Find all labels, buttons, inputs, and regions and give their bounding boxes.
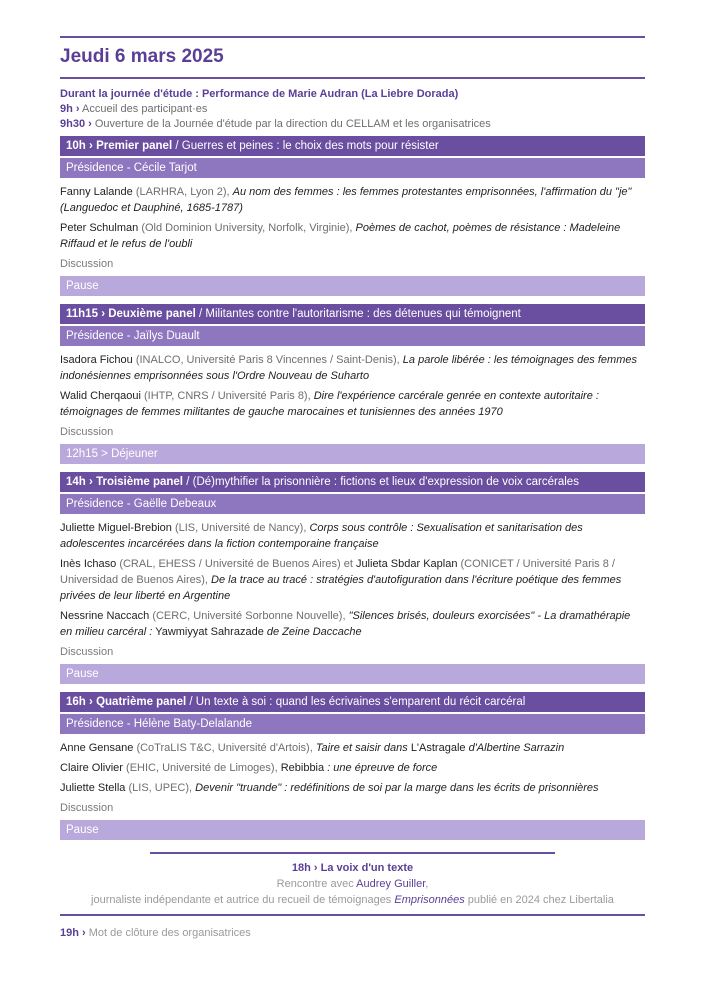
- intro-text: Accueil des participant·es: [82, 103, 208, 115]
- panel-1-header: 10h › Premier panel / Guerres et peines : le choix des mots pour résister: [60, 136, 645, 156]
- talk: Isadora Fichou (INALCO, Université Paris 8 Vincennes / Saint-Denis), La parole libérée : les témoignages des femmes indonésiennes emprisonnées sous l'Ordre Nouveau de Suharto: [60, 354, 637, 382]
- intro-item-1: 9h › Accueil des participant·es: [60, 103, 208, 115]
- program-page: [60, 0, 645, 941]
- panel-3-header: 14h › Troisième panel / (Dé)mythifier la prisonnière : fictions et lieux d'expression de voix carcérales: [60, 472, 645, 492]
- talk: Juliette Miguel-Brebion (LIS, Université de Nancy), Corps sous contrôle : Sexualisation et sanitarisation des adolescentes incarcérées dans la fiction contemporaine française: [60, 522, 583, 550]
- talk: Walid Cherqaoui (IHTP, CNRS / Université Paris 8), Dire l'expérience carcérale genrée en contexte autoritaire : témoignages de femmes militantes de gauche marocaines et tunisiennes des années 1970: [60, 390, 599, 418]
- closing-line-2: journaliste indépendante et autrice du recueil de témoignages Emprisonnées publié en 2024 chez Libertalia: [91, 894, 614, 906]
- panel-4-header: 16h › Quatrième panel / Un texte à soi : quand les écrivaines s'emparent du récit carcéral: [60, 692, 645, 712]
- pause-bar: Pause: [60, 664, 645, 684]
- intro-time: 9h30: [60, 118, 86, 130]
- panel-4-presidence: Présidence - Hélène Baty-Delalande: [60, 714, 645, 734]
- intro-text: Ouverture de la Journée d'étude par la direction du CELLAM et les organisatrices: [94, 118, 491, 130]
- discussion-label: Discussion: [60, 426, 114, 438]
- top-rule: [60, 36, 645, 38]
- closing-heading: 18h › La voix d'un texte: [291, 862, 414, 874]
- talk: Juliette Stella (LIS, UPEC), Devenir "truande" : redéfinitions de soi par la marge dans les écrits de prisonnières: [60, 782, 599, 794]
- talk: Anne Gensane (CoTraLIS T&C, Université d'Artois), Taire et saisir dans L'Astragale d'Albertine Sarrazin: [60, 742, 565, 754]
- pause-bar: Pause: [60, 820, 645, 840]
- page-title: Jeudi 6 mars 2025: [60, 46, 224, 67]
- closing-block: [60, 852, 645, 916]
- talk: Nessrine Naccach (CERC, Université Sorbonne Nouvelle), "Silences brisés, douleurs exorcisées" - La dramathérapie en milieu carcéral : Yawmiyyat Sahrazade de Zeine Daccache: [60, 610, 631, 638]
- final-item: 19h › Mot de clôture des organisatrices: [60, 927, 251, 939]
- discussion-label: Discussion: [60, 258, 114, 270]
- talk: Claire Olivier (EHIC, Université de Limoges), Rebibbia : une épreuve de force: [60, 762, 438, 774]
- closing-line-1: Rencontre avec Audrey Guiller,: [276, 878, 429, 890]
- lunch-bar: 12h15 > Déjeuner: [60, 444, 645, 464]
- discussion-label: Discussion: [60, 646, 114, 658]
- panel-3-presidence: Présidence - Gaëlle Debeaux: [60, 494, 645, 514]
- intro-item-2: 9h30 › Ouverture de la Journée d'étude par la direction du CELLAM et les organisatrices: [60, 118, 491, 130]
- talk: Fanny Lalande (LARHRA, Lyon 2), Au nom des femmes : les femmes protestantes emprisonnées, l'affirmation du "je" (Languedoc et Dauphiné, 1685-1787): [60, 186, 632, 214]
- discussion-label: Discussion: [60, 802, 114, 814]
- talk: Inès Ichaso (CRAL, EHESS / Université de Buenos Aires) et Julieta Sbdar Kaplan (CONICET / Université Paris 8 / Universidad de Buenos Aires), De la trace au tracé : stratégies d'autofiguration dans l'écriture poétique des femmes privées de leur liberté en Argentine: [60, 558, 622, 602]
- talk: Peter Schulman (Old Dominion University, Norfolk, Virginie), Poèmes de cachot, poèmes de résistance : Madeleine Riffaud et le refus de l'oubli: [60, 222, 621, 250]
- panel-2-header: 11h15 › Deuxième panel / Militantes contre l'autoritarisme : des détenues qui témoignent: [60, 304, 645, 324]
- intro-time: 9h: [60, 103, 73, 115]
- title-rule: [60, 77, 645, 79]
- panel-1-presidence: Présidence - Cécile Tarjot: [60, 158, 645, 178]
- pause-bar: Pause: [60, 276, 645, 296]
- panel-2-presidence: Présidence - Jaïlys Duault: [60, 326, 645, 346]
- performance-note: Durant la journée d'étude : Performance de Marie Audran (La Liebre Dorada): [60, 88, 459, 100]
